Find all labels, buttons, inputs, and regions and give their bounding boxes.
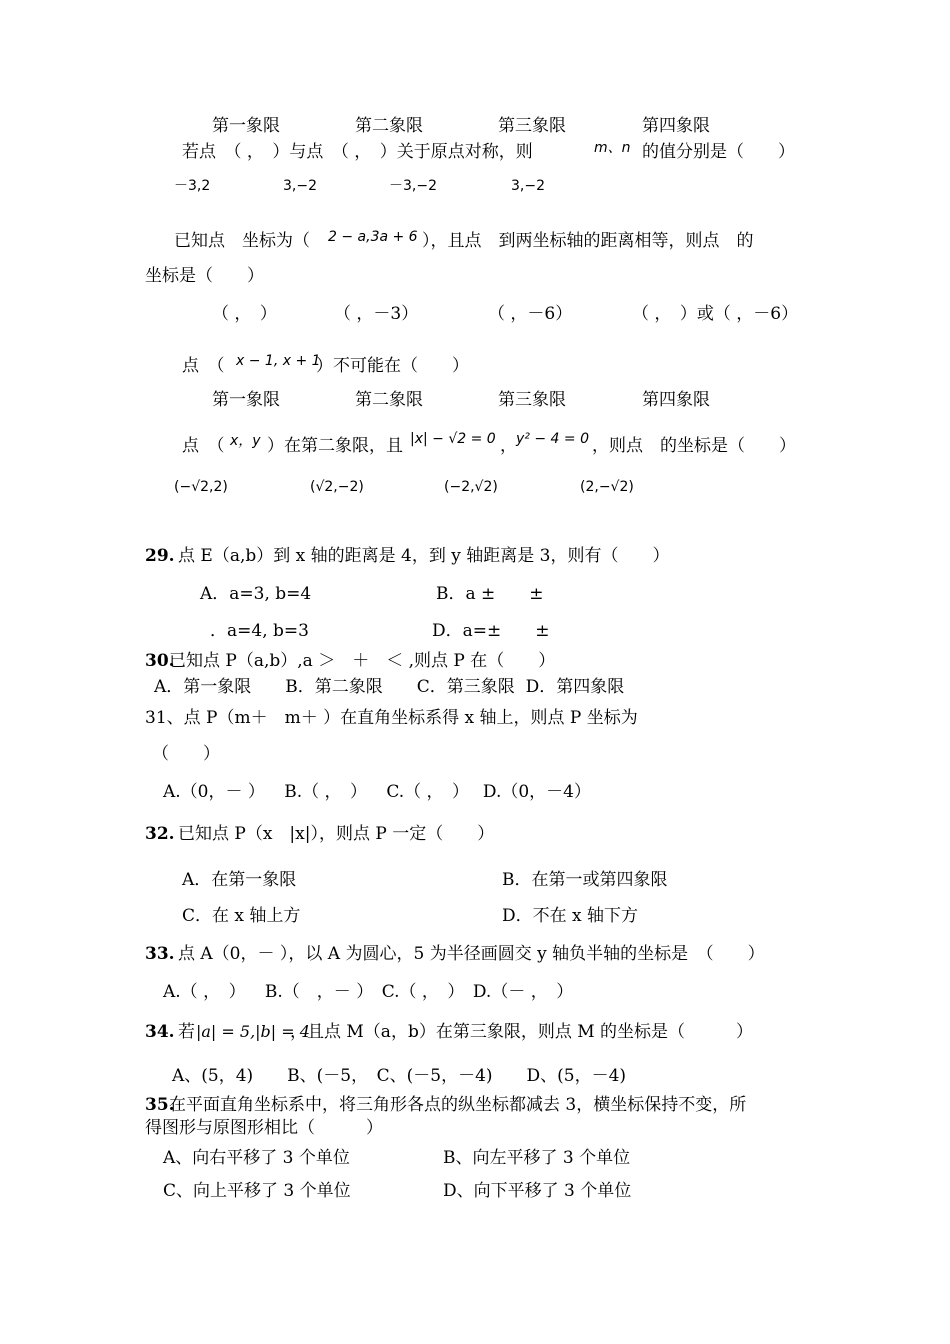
option-a: A．在第一象限 <box>182 870 297 890</box>
math-expression: x − 1, x + 1 <box>236 353 321 369</box>
option-quadrant-1: 第一象限 <box>212 390 280 410</box>
math-condition-1: |x| − √2 = 0 <box>410 431 496 447</box>
option-c: C、向上平移了 3 个单位 <box>163 1181 351 1201</box>
option-b: （ ，－3） <box>334 304 419 324</box>
question-number: 30. <box>145 651 175 671</box>
option-d: 3,−2 <box>511 178 545 194</box>
question-tail: 的值分别是（ ） <box>642 142 795 162</box>
separator: ， <box>500 436 517 456</box>
question-number: 34. <box>145 1022 175 1042</box>
option-b: B、向左平移了 3 个单位 <box>443 1148 631 1168</box>
option-c: (−2,√2) <box>444 479 498 495</box>
option-b: B．在第一或第四象限 <box>502 870 668 890</box>
option-d: D．不在 x 轴下方 <box>502 906 639 926</box>
option-quadrant-3: 第三象限 <box>498 116 566 136</box>
question-stem: ，且点 M（a，b）在第三象限，则点 M 的坐标是（ ） <box>290 1022 754 1042</box>
question-options: A、(5，4) B、(－5， C、(－5，－4) D、(5，－4) <box>172 1066 627 1086</box>
math-expression: |a| = 5,|b| = 4 <box>196 1022 310 1041</box>
option-b: B．a ± ± <box>436 584 544 604</box>
question-options: A．第一象限 B．第二象限 C．第三象限 D．第四象限 <box>154 677 625 697</box>
option-quadrant-4: 第四象限 <box>642 116 710 136</box>
option-c: －3,−2 <box>389 178 437 194</box>
option-b: (√2,−2) <box>310 479 364 495</box>
question-stem-b: ）不可能在（ ） <box>316 356 469 376</box>
question-stem: 若点 （ ， ）与点 （ ， ）关于原点对称，则 <box>182 142 533 162</box>
option-b: 3,−2 <box>283 178 317 194</box>
question-number: 33. <box>145 944 175 964</box>
option-quadrant-1: 第一象限 <box>212 116 280 136</box>
question-stem-c: ，则点 的坐标是（ ） <box>592 436 796 456</box>
option-quadrant-3: 第三象限 <box>498 390 566 410</box>
math-condition-2: y² − 4 = 0 <box>516 431 589 447</box>
option-c: C．在 x 轴上方 <box>182 906 301 926</box>
option-d: D、向下平移了 3 个单位 <box>443 1181 632 1201</box>
question-number: 32. <box>145 824 175 844</box>
option-quadrant-2: 第二象限 <box>355 390 423 410</box>
question-stem-a: 点 （ <box>182 356 225 376</box>
question-stem-1b: ），且点 到两坐标轴的距离相等，则点 的 <box>422 231 754 251</box>
option-a: A、向右平移了 3 个单位 <box>163 1148 350 1168</box>
option-quadrant-2: 第二象限 <box>355 116 423 136</box>
option-d: (2,−√2) <box>580 479 634 495</box>
option-quadrant-4: 第四象限 <box>642 390 710 410</box>
option-a: （ ， ） <box>212 304 277 324</box>
math-mn: m、n <box>594 140 631 156</box>
option-a: (−√2,2) <box>174 479 228 495</box>
question-number: 29. <box>145 546 175 566</box>
question-stem: 点 A（0，－ ），以 A 为圆心，5 为半径画圆交 y 轴负半轴的坐标是 （ ） <box>178 944 765 964</box>
question-stem: 31、点 P（m＋ m＋ ）在直角坐标系得 x 轴上，则点 P 坐标为 <box>145 708 638 728</box>
option-d: （ ， ）或（ ，－6） <box>632 304 799 324</box>
question-stem-2: 得图形与原图形相比（ ） <box>145 1118 383 1138</box>
math-expression: 2 − a,3a + 6 <box>328 229 418 245</box>
option-a: A．a=3, b=4 <box>200 584 312 604</box>
option-d: D．a=± ± <box>432 621 550 641</box>
question-number: 35. <box>145 1095 175 1115</box>
option-c: ．a=4, b=3 <box>210 621 309 641</box>
question-options: A.（ ， ） B.（ ，－ ） C.（ ， ） D.（－ ， ） <box>163 982 574 1002</box>
answer-paren: （ ） <box>152 744 220 764</box>
question-prefix: 若 <box>178 1022 195 1042</box>
option-a: －3,2 <box>174 178 211 194</box>
question-stem-1: 在平面直角坐标系中，将三角形各点的纵坐标都减去 3，横坐标保持不变，所 <box>169 1095 747 1115</box>
math-xy: x，y <box>230 433 261 449</box>
question-stem: 已知点 P（x |x|），则点 P 一定（ ） <box>178 824 495 844</box>
question-options: A.（0，－ ） B.（ ， ） C.（ ， ） D.（0，－4） <box>163 782 591 802</box>
question-stem-1a: 已知点 坐标为（ <box>174 231 310 251</box>
question-stem-a: 点 （ <box>182 436 225 456</box>
option-c: （ ，－6） <box>488 304 573 324</box>
question-stem-2: 坐标是（ ） <box>145 266 264 286</box>
question-stem: 已知点 P（a,b）,a ＞ ＋ ＜ ,则点 P 在（ ） <box>169 651 556 671</box>
question-stem-b: ）在第二象限，且 <box>267 436 403 456</box>
question-stem: 点 E（a,b）到 x 轴的距离是 4，到 y 轴距离是 3，则有（ ） <box>178 546 670 566</box>
